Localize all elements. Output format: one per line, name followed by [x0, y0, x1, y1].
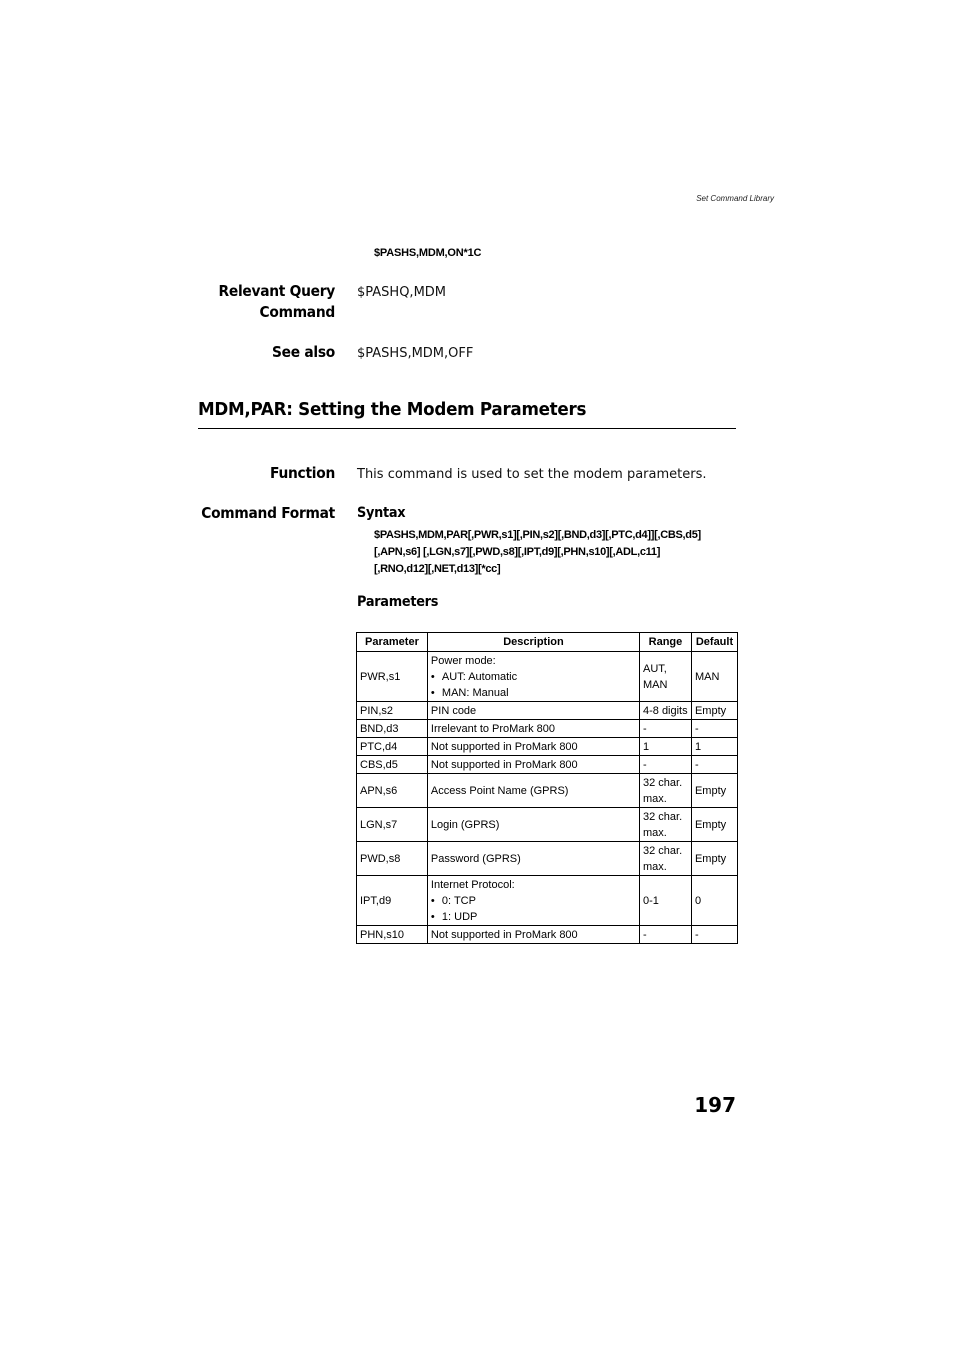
section-title [198, 399, 736, 420]
table-row [357, 926, 738, 944]
bullet-item: • AUT: Automatic [431, 669, 636, 685]
bullet-item: • 0: TCP [431, 893, 636, 909]
cell-range: AUT, MAN [639, 652, 691, 702]
table-row [357, 774, 738, 808]
cell-default: - [691, 756, 737, 774]
syntax-line: [,APN,s6] [,LGN,s7][,PWD,s8][,IPT,d9][,PHN,s10][,ADL,c11] [374, 546, 661, 558]
cell-parameter: PTC,d4 [357, 738, 428, 756]
cell-description-text: Power mode: [430, 654, 496, 667]
column-header: Range [639, 633, 691, 652]
running-header: Set Command Library [696, 194, 774, 203]
cell-default: MAN [691, 652, 737, 702]
cell-range: 32 char. max. [639, 842, 691, 876]
command-format-label: Command Format [201, 504, 335, 522]
see-also-value: $PASHS,MDM,OFF [357, 346, 474, 361]
table-header-row [357, 633, 738, 652]
cell-parameter: BND,d3 [357, 720, 428, 738]
cell-range: 32 char. max. [639, 774, 691, 808]
cell-default: Empty [691, 808, 737, 842]
table-row [357, 756, 738, 774]
cell-default: Empty [691, 842, 737, 876]
bullet-item: • 1: UDP [431, 909, 636, 925]
cell-description: Password (GPRS) [427, 842, 639, 876]
syntax-block [374, 527, 724, 578]
relevant-query-label [165, 281, 335, 323]
cell-parameter: PWD,s8 [357, 842, 428, 876]
parameters-table [356, 632, 738, 944]
cell-default: 0 [691, 876, 737, 926]
cell-range: 0-1 [639, 876, 691, 926]
cell-default: Empty [691, 774, 737, 808]
bullet-item: • MAN: Manual [431, 685, 636, 701]
cell-range: 4-8 digits [639, 702, 691, 720]
table-row [357, 842, 738, 876]
table-row [357, 720, 738, 738]
cell-range: - [639, 756, 691, 774]
column-header: Default [691, 633, 737, 652]
cell-default: - [691, 720, 737, 738]
cell-description: Not supported in ProMark 800 [427, 738, 639, 756]
function-text: This command is used to set the modem parameters. [357, 467, 707, 482]
table-row [357, 702, 738, 720]
syntax-heading [357, 505, 410, 521]
cell-range: - [639, 926, 691, 944]
cell-description-text: Internet Protocol: [430, 878, 515, 891]
function-label: Function [269, 464, 335, 482]
cell-range: 1 [639, 738, 691, 756]
cell-description: Not supported in ProMark 800 [427, 756, 639, 774]
cell-description [427, 652, 639, 702]
cell-description: Irrelevant to ProMark 800 [427, 720, 639, 738]
page-number: 197 [694, 1093, 736, 1117]
parameters-heading [357, 594, 445, 610]
table-row [357, 652, 738, 702]
cell-parameter: APN,s6 [357, 774, 428, 808]
cell-parameter: LGN,s7 [357, 808, 428, 842]
see-also-label: See also [271, 343, 335, 361]
relevant-query-label-line1: Relevant Query [218, 282, 335, 300]
cell-default: Empty [691, 702, 737, 720]
syntax-heading-text: Syntax [357, 505, 406, 521]
relevant-query-value: $PASHQ,MDM [357, 285, 447, 300]
cell-description [427, 876, 639, 926]
column-header: Description [427, 633, 639, 652]
example-command: $PASHS,MDM,ON*1C [374, 247, 482, 259]
column-header: Parameter [357, 633, 428, 652]
syntax-line: [,RNO,d12][,NET,d13][*cc] [374, 563, 501, 575]
section-divider [198, 428, 736, 429]
syntax-line: $PASHS,MDM,PAR[,PWR,s1][,PIN,s2][,BND,d3][,PTC,d4]][,CBS,d5] [374, 529, 701, 541]
table-row [357, 808, 738, 842]
cell-parameter: CBS,d5 [357, 756, 428, 774]
cell-default: 1 [691, 738, 737, 756]
cell-parameter: PIN,s2 [357, 702, 428, 720]
parameters-heading-text: Parameters [357, 594, 439, 610]
cell-description: PIN code [427, 702, 639, 720]
cell-parameter: PWR,s1 [357, 652, 428, 702]
cell-range: - [639, 720, 691, 738]
cell-description: Login (GPRS) [427, 808, 639, 842]
cell-range: 32 char. max. [639, 808, 691, 842]
cell-parameter: PHN,s10 [357, 926, 428, 944]
table-row [357, 738, 738, 756]
cell-description: Not supported in ProMark 800 [427, 926, 639, 944]
cell-description: Access Point Name (GPRS) [427, 774, 639, 808]
cell-parameter: IPT,d9 [357, 876, 428, 926]
relevant-query-label-line2: Command [259, 303, 335, 321]
cell-default: - [691, 926, 737, 944]
table-row [357, 876, 738, 926]
section-title-text: MDM,PAR: Setting the Modem Parameters [198, 399, 587, 420]
